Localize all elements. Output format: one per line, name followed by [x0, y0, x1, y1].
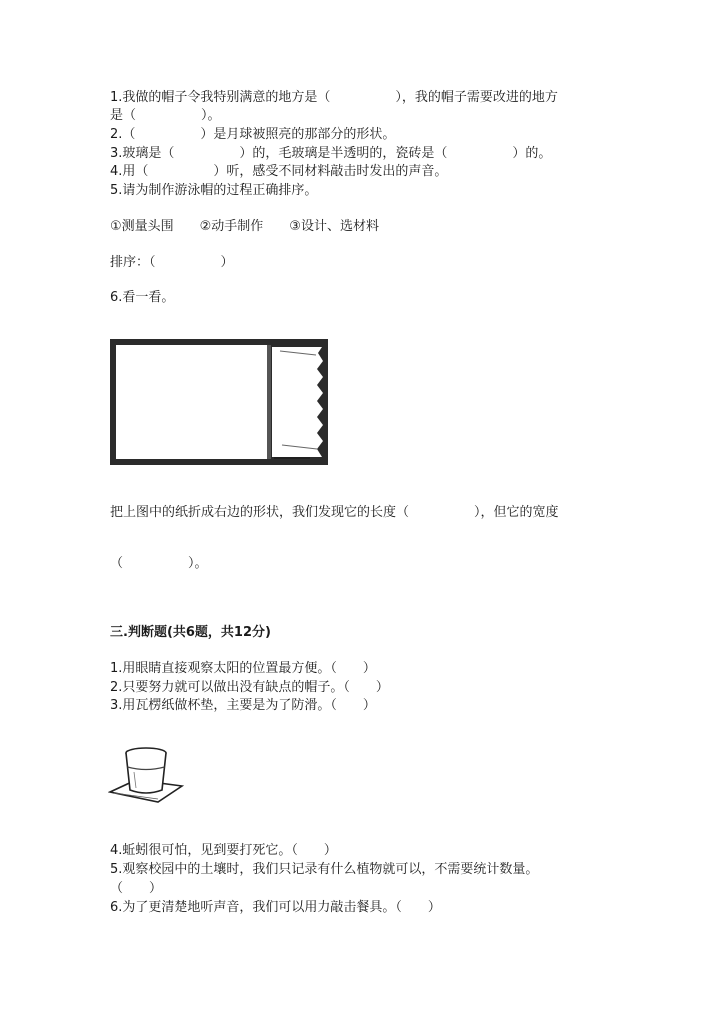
q2: 2.（ ）是月球被照亮的那部分的形状。 — [110, 127, 396, 142]
paper-fold-figure — [110, 339, 328, 465]
judge-q1: 1.用眼睛直接观察太阳的位置最方便。（ ） — [110, 661, 376, 676]
judge-q5-line2: （ ） — [110, 881, 163, 896]
q5-answer: 排序：（ ） — [110, 255, 234, 270]
q1-line1: 1.我做的帽子令我特别满意的地方是（ ），我的帽子需要改进的地方 — [110, 90, 558, 105]
judge-q5-line1: 5.观察校园中的土壤时，我们只记录有什么植物就可以，不需要统计数量。 — [110, 862, 539, 877]
section-heading: 三.判断题(共6题，共12分) — [110, 625, 271, 640]
cup-on-coaster-figure — [108, 744, 184, 806]
judge-q4: 4.蚯蚓很可怕，见到要打死它。（ ） — [110, 843, 337, 858]
q4: 4.用（ ）听，感受不同材料敲击时发出的声音。 — [110, 164, 448, 179]
q6-text-line1: 把上图中的纸折成右边的形状，我们发现它的长度（ ），但它的宽度 — [110, 505, 559, 520]
q1-line2: 是（ ）。 — [110, 108, 221, 123]
judge-q2: 2.只要努力就可以做出没有缺点的帽子。（ ） — [110, 680, 389, 695]
q6-text-line2: （ ）。 — [110, 556, 208, 571]
judge-q3: 3.用瓦楞纸做杯垫，主要是为了防滑。（ ） — [110, 698, 376, 713]
q6: 6.看一看。 — [110, 290, 175, 305]
q5-options: ①测量头围 ②动手制作 ③设计、选材料 — [110, 219, 379, 234]
judge-q6: 6.为了更清楚地听声音，我们可以用力敲击餐具。（ ） — [110, 900, 441, 915]
q5: 5.请为制作游泳帽的过程正确排序。 — [110, 183, 318, 198]
q3: 3.玻璃是（ ）的，毛玻璃是半透明的，瓷砖是（ ）的。 — [110, 146, 552, 161]
